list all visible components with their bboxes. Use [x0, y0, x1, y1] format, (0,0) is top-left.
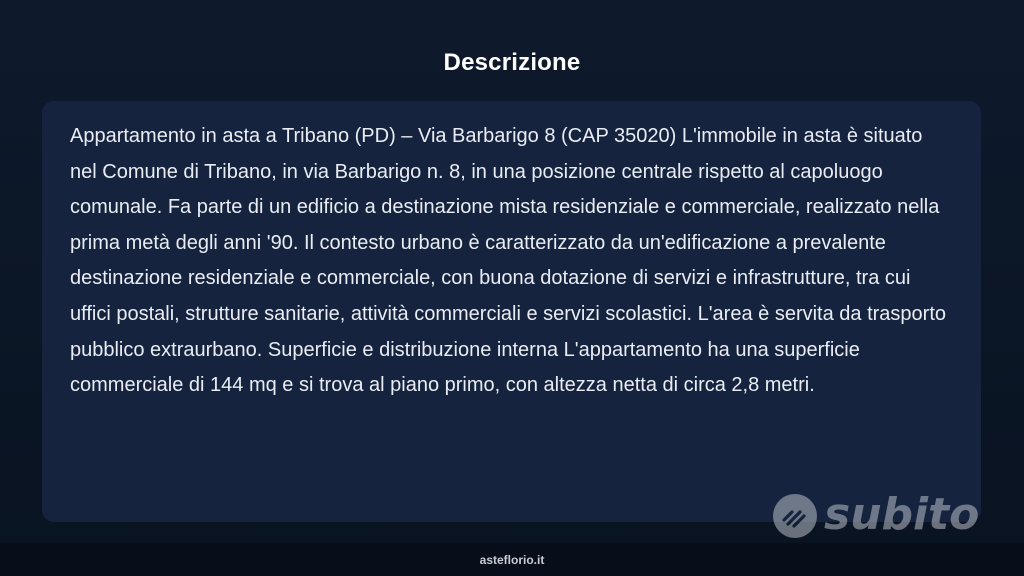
page-title: Descrizione	[443, 49, 581, 76]
subito-logo-text: subito	[824, 489, 980, 540]
description-text: Appartamento in asta a Tribano (PD) – Via Barbarigo 8 (CAP 35020) L'immobile in asta è situato nel Comune di Tribano, in via Barbarigo n. 8, in una posizione centrale rispetto al capoluogo comunale. Fa parte di un edificio a destinazione mista residenziale e commerciale, realizzato nella prima metà degli anni '90. Il contesto urbano è caratterizzato da un'edificazione a prevalente destinazione residenziale e commerciale, con buona dotazione di servizi e infrastrutture, tra cui uffici postali, strutture sanitarie, attività commerciali e servizi scolastici. L'area è servita da trasporto pubblico extraurbano. Superficie e distribuzione interna L'appartamento ha una superficie commerciale di 144 mq e si trova al piano primo, con altezza netta di circa 2,8 metri.	[70, 125, 947, 397]
footer-site-label: asteflorio.it	[479, 553, 545, 567]
description-card	[42, 101, 981, 522]
subito-watermark	[772, 489, 980, 543]
footer-bar	[0, 543, 1024, 576]
subito-logo-icon	[772, 493, 818, 539]
